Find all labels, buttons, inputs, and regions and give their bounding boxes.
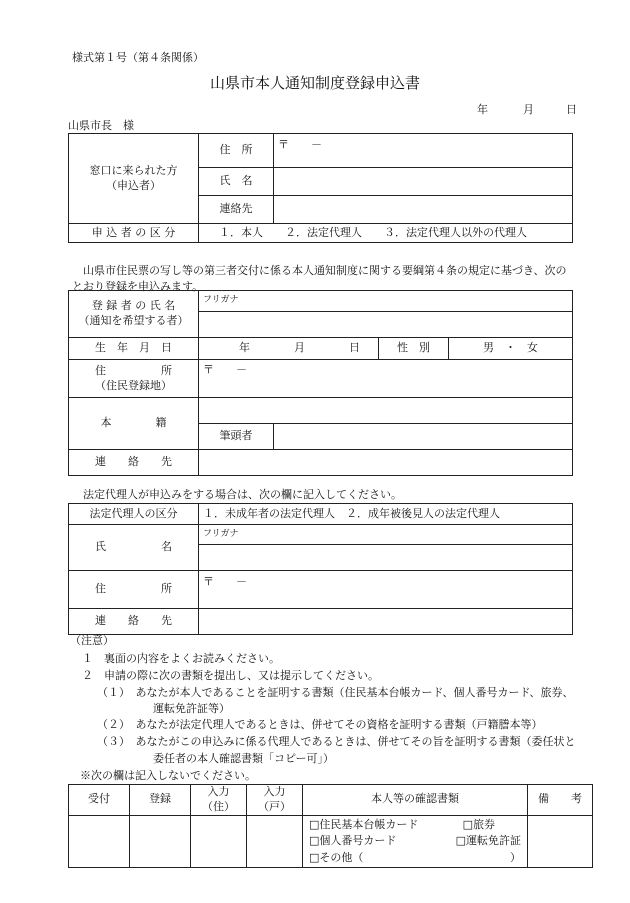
applicant-label: 窓口に来られた方 <box>89 163 178 177</box>
note-2: ２ 申請の際に次の書類を提出し、又は提示してください。 <box>82 669 379 682</box>
applicant-contact-field[interactable] <box>274 196 573 224</box>
registrant-head-label: 筆頭者 <box>199 424 274 450</box>
office-use-table <box>68 784 593 868</box>
registrant-dob-field[interactable]: 年 月 日 <box>199 338 379 360</box>
legal-rep-name-label: 氏 名 <box>69 525 199 571</box>
legal-rep-table <box>68 503 573 635</box>
office-col-registration: 登録 <box>130 785 191 816</box>
note-2-1-line2: 運転免許証等） <box>153 702 230 715</box>
legal-rep-category-options[interactable]: １．未成年者の法定代理人 ２．成年被後見人の法定代理人 <box>199 504 573 525</box>
note-2-3-line2: 委任者の本人確認書類「コピー可」） <box>153 752 335 765</box>
office-col-remarks: 備 考 <box>528 785 593 816</box>
office-reception-cell <box>69 815 130 868</box>
legal-rep-furigana-field[interactable]: フリガナ <box>199 525 573 545</box>
check-passport[interactable]: □旅券 <box>462 817 495 831</box>
applicant-sub-label: （申込者） <box>106 178 161 192</box>
office-only-note: ※次の欄は記入しないでください。 <box>80 769 256 782</box>
applicant-address-field[interactable]: 〒 － <box>274 134 573 168</box>
check-other[interactable]: □その他（ <box>309 850 364 864</box>
registrant-head-field[interactable] <box>274 424 573 450</box>
check-other-close: ） <box>510 850 521 864</box>
applicant-contact-label: 連絡先 <box>199 196 274 224</box>
office-col-reception: 受付 <box>69 785 130 816</box>
legal-rep-address-field[interactable]: 〒 － <box>199 571 573 609</box>
registrant-sex-label: 性 別 <box>379 338 449 360</box>
addressee: 山県市長 様 <box>68 119 134 132</box>
registrant-name-sub: （通知を希望する者） <box>78 314 189 327</box>
office-remarks-cell <box>528 815 593 868</box>
applicant-name-label: 氏 名 <box>199 168 274 196</box>
office-input-family-cell <box>247 815 303 868</box>
legal-rep-name-field[interactable] <box>199 545 573 571</box>
registrant-address-field[interactable]: 〒 － <box>199 360 573 398</box>
registrant-address-label: 住 所 <box>95 363 172 377</box>
legal-rep-address-label: 住 所 <box>69 571 199 609</box>
registrant-name-label: 登 録 者 の 氏 名 <box>91 299 176 313</box>
notes-heading: （注意） <box>70 634 114 647</box>
registrant-sex-field[interactable]: 男 ・ 女 <box>449 338 573 360</box>
office-col-id-documents: 本人等の確認書類 <box>303 785 528 816</box>
applicant-table <box>68 133 573 243</box>
note-2-2: （２） あなたが法定代理人であるときは、併せてその資格を証明する書類（戸籍謄本等） <box>97 718 543 731</box>
office-id-documents-cell <box>303 815 528 868</box>
applicant-name-field[interactable] <box>274 168 573 196</box>
legal-rep-contact-label: 連 絡 先 <box>69 609 199 635</box>
note-2-3-line1: （３） あなたがこの申込みに係る代理人であるときは、併せてその旨を証明する書類（委任状と <box>97 735 576 748</box>
applicant-label-cell <box>69 134 199 224</box>
date-month-label: 月 <box>523 103 534 116</box>
legal-rep-category-label: 法定代理人の区分 <box>69 504 199 525</box>
intro-text: 山県市住民票の写し等の第三者交付に係る本人通知制度に関する要綱第４条の規定に基づき、次のとおり登録を申込みます。 <box>72 264 567 293</box>
legal-rep-contact-field[interactable] <box>199 609 573 635</box>
office-col-input-residence: 入力（住） <box>191 785 247 816</box>
registrant-name-label-cell <box>69 291 199 338</box>
date-year-label: 年 <box>477 103 488 116</box>
applicant-category-options[interactable]: １．本人 ２．法定代理人 ３．法定代理人以外の代理人 <box>199 224 573 243</box>
registrant-dob-label: 生 年 月 日 <box>69 338 199 360</box>
registrant-honseki-label: 本 籍 <box>69 398 199 450</box>
check-my-number-card[interactable]: □個人番号カード <box>309 834 397 848</box>
registrant-honseki-field[interactable] <box>199 398 573 424</box>
office-col-input-family: 入力（戸） <box>247 785 303 816</box>
form-number: 様式第１号（第４条関係） <box>72 51 204 64</box>
registrant-table <box>68 290 573 476</box>
note-2-1-line1: （１） あなたが本人であることを証明する書類（住民基本台帳カード、個人番号カード、旅券、 <box>97 686 574 699</box>
registrant-address-sub: （住民登録地） <box>95 378 172 392</box>
registrant-furigana-field[interactable]: フリガナ <box>199 291 573 312</box>
registrant-contact-field[interactable] <box>199 450 573 476</box>
office-input-residence-cell <box>191 815 247 868</box>
note-1: １ 裏面の内容をよくお読みください。 <box>82 652 280 665</box>
registrant-contact-label: 連 絡 先 <box>69 450 199 476</box>
date-day-label: 日 <box>566 103 577 116</box>
office-registration-cell <box>130 815 191 868</box>
registrant-address-label-cell <box>69 360 199 398</box>
applicant-address-label: 住 所 <box>199 134 274 168</box>
check-basic-resident-card[interactable]: □住民基本台帳カード <box>309 817 419 831</box>
applicant-category-label: 申 込 者 の 区 分 <box>69 224 199 243</box>
form-title: 山県市本人通知制度登録申込書 <box>209 74 420 92</box>
registrant-name-field[interactable] <box>199 312 573 338</box>
legal-rep-intro: 法定代理人が申込みをする場合は、次の欄に記入してください。 <box>83 488 402 501</box>
check-drivers-license[interactable]: □運転免許証 <box>455 834 521 848</box>
